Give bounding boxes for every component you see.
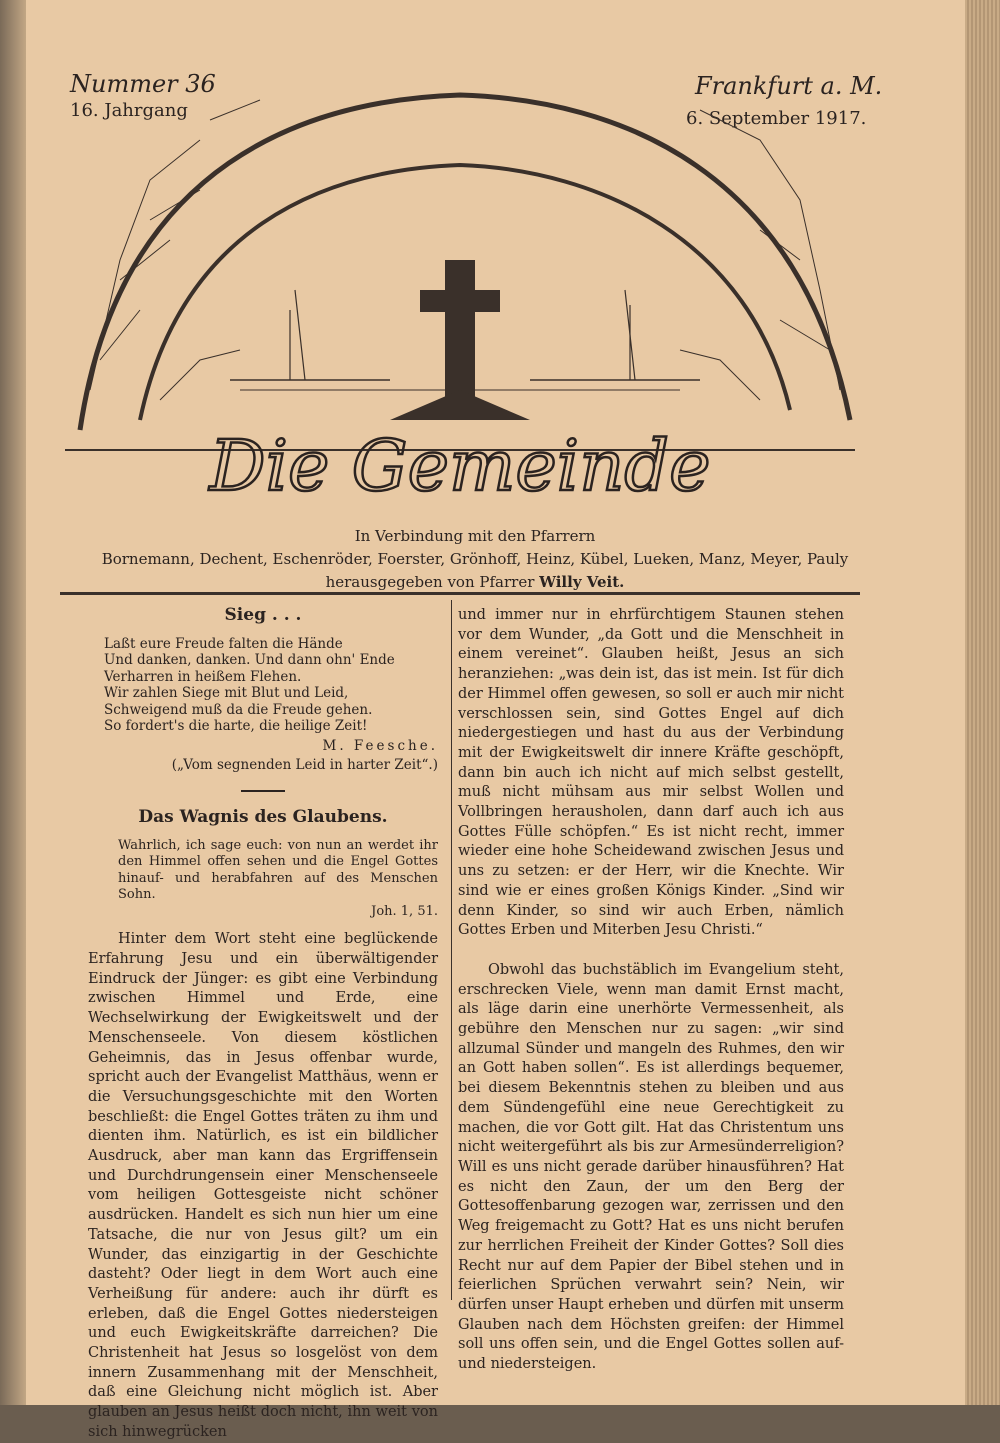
poem-line: Laßt eure Freude falten die Hände [104, 635, 343, 652]
credits-line3 [60, 571, 890, 594]
epigraph-text: Wahrlich, ich sage euch: von nun an werdet ihr den Himmel offen sehen und die Engel Gottes hinauf- und herabfahren auf des Menschen Sohn. [118, 837, 438, 903]
right-column [458, 606, 844, 1375]
poem-line: So fordert's die harte, die heilige Zeit! [104, 718, 368, 735]
city: Frankfurt a. M. [695, 72, 883, 100]
credits-prefix: herausgegeben von Pfarrer [325, 573, 540, 591]
header-rule [60, 592, 860, 595]
credits [60, 525, 890, 594]
article-paragraph: Obwohl das buchstäblich im Evangelium steht, erschrecken Viele, wenn man damit Ernst macht, als läge darin eine unerhörte Vermessenheit, als gebühre den Menschen nur zu sagen: „wir sind allzumal Sünder und mangeln des Ruhmes, den wir an Gott haben sollen“. Es ist allerdings bequemer, bei diesem Bekenntnis stehen zu bleiben und aus dem Sündengefühl eine neue Gerechtigkeit zu machen, die vor Gott gilt. Hat das Christentum uns nicht weitergeführt als bis zur Armesünderreligion? Will es uns nicht gerade darüber hinausführen? Hat es nicht den Zaun, der um den Berg der Gottesoffenbarung gezogen war, zerrissen und den Weg freigemacht zu Gott? Hat es uns nicht berufen zur herrlichen Freiheit der Kinder Gottes? Soll dies Recht nur auf dem Papier der Bibel stehen und in feierlichen Sprüchen verwahrt sein? Nein, wir dürfen unser Haupt erheben und dürfen mit unserm Glauben nach dem Höchsten greifen: der Himmel soll uns offen sein, und die Engel Gottes sollen auf- und niedersteigen. [458, 961, 844, 1373]
article-paragraph: Hinter dem Wort steht eine beglückende Erfahrung Jesu und ein überwältigender Eindruck der Jünger: es gibt eine Verbindung zwischen Himmel und Erde, eine Wechselwirkung der Ewigkeitswelt und der Menschenseele. Von diesem köstlichen Geheimnis, das in Jesus offenbar wurde, spricht auch der Evangelist Matthäus, wenn er die Versuchungsgeschichte mit den Worten beschließt: die Engel Gottes träten zu ihm und dienten ihm. Natürlich, es ist ein bildlicher Ausdruck, aber man kann das Ergriffensein und Durchdrungensein einer Menschenseele vom heiligen Gottesgeiste nicht schöner ausdrücken. Handelt es sich nun hier um eine Tatsache, die nur von Jesus gilt? um ein Wunder, das einzigartig in der Geschichte dasteht? Oder liegt in dem Wort auch eine Verheißung für andere: auch ihr dürft es erleben, daß die Engel Gottes niedersteigen und euch Ewigkeitskräfte darreichen? Die Christenheit hat Jesus so losgelöst von dem innern Zusammenhang mit der Menschheit, daß eine Gleichung nicht möglich ist. Aber glauben an Jesus heißt doch nicht, ihn weit von sich hinwegrücken [88, 931, 438, 1440]
poem-body [104, 636, 438, 735]
poem-line: Und danken, danken. Und dann ohn' Ende [104, 652, 395, 669]
credits-line2: Bornemann, Dechent, Eschenröder, Foerster, Grönhoff, Heinz, Kübel, Lueken, Manz, Meyer, Pauly [101, 550, 849, 568]
issue-date: 6. September 1917. [686, 108, 867, 129]
section-divider [241, 790, 285, 792]
epigraph-ref: Joh. 1, 51. [371, 903, 438, 919]
poem-source: („Vom segnenden Leid in harter Zeit“.) [171, 757, 438, 774]
issue-number: Nummer 36 [70, 70, 216, 98]
volume-year: 16. Jahrgang [70, 100, 188, 121]
left-column [88, 606, 438, 1443]
masthead-title: Die Gemeinde [209, 425, 711, 507]
paragraph-gap [458, 941, 844, 961]
article-paragraph: und immer nur in ehrfürchtigem Staunen stehen vor dem Wunder, „da Gott und die Menschheit in einem vereinet“. Glauben heißt, Jesus an sich heranziehen: „was dein ist, das ist mein. Ist für dich der Himmel offen gewesen, so soll er auch mir nicht verschlossen sein, sind Gottes Engel auf dich niedergestiegen und hast du aus der Verbindung mit der Ewigkeitswelt dir innere Kräfte geschöpft, dann bin auch ich nicht auf mich selbst gestellt, muß nicht mühsam aus mir selbst Wollen und Vollbringen herausholen, dann darf auch ich aus Gottes Fülle schöpfen.“ Es ist nicht recht, immer wieder eine hohe Scheidewand zwischen Jesus und uns zu setzen: er der Herr, wir die Knechte. Wir sind wie er eines großen Königs Kinder. „Sind wir denn Kinder, so sind wir auch Erben, nämlich Gottes Erben und Miterben Jesu Christi.“ [458, 607, 844, 939]
poem-title: Sieg . . . [224, 605, 302, 625]
column-rule [451, 600, 452, 1300]
masthead-illustration [60, 60, 860, 510]
poem-line: Wir zahlen Siege mit Blut und Leid, [104, 685, 349, 702]
credits-line1: In Verbindung mit den Pfarrern [354, 527, 596, 545]
article-title: Das Wagnis des Glaubens. [138, 807, 388, 828]
editor-name: Willy Veit. [539, 573, 625, 591]
poem-line: Schweigend muß da die Freude gehen. [104, 701, 373, 718]
page-stack-edge [965, 0, 1000, 1405]
article-epigraph [118, 838, 438, 921]
poem-author: M. Feesche. [322, 737, 438, 754]
poem-line: Verharren in heißem Flehen. [104, 668, 302, 685]
